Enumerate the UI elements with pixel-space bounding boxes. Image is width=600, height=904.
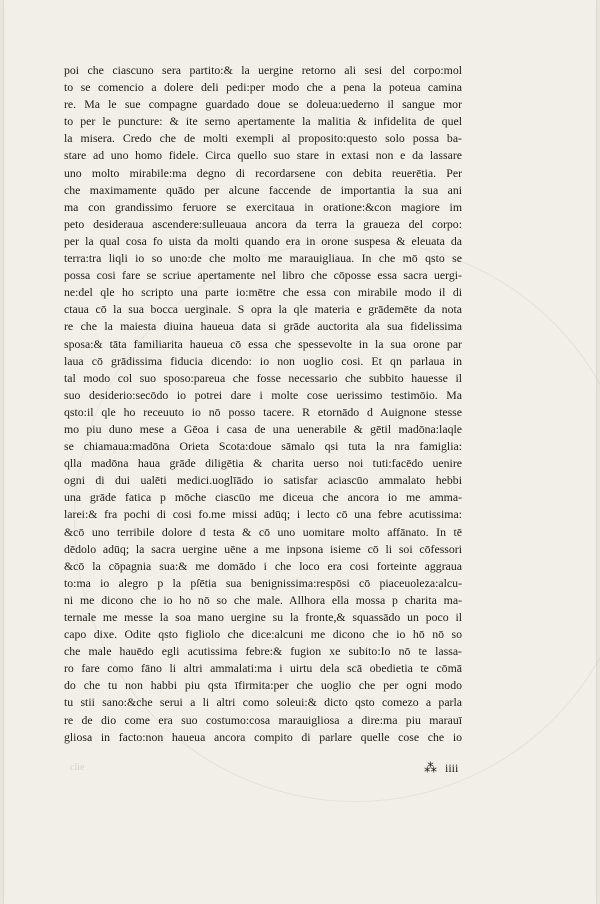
text-line: do che tu non habbi piu qsta īfirmita:per che uoglio che per ogni modo (64, 678, 462, 693)
text-line: larei:& fra pochi di cosi fo.me missi adūq; i lecto cō una febre acutissima: (64, 507, 462, 522)
show-through-text: clie (70, 762, 85, 773)
signature-number: iiii (445, 761, 459, 775)
text-line: tu stii sano:&che serui a li altri como soleui:& dicto qsto comezo a parla (64, 695, 462, 710)
text-line: ctaua cō la sua bocca uerginale. S opra la qle materia e grādemēte da nota (64, 302, 462, 317)
text-line: to se comencio a dolere deli pedi:per modo che a pena la poteua camina (64, 80, 462, 95)
text-line: &cō uno terribile dolore d testa & cō uno uomitare molto affānato. In tē (64, 524, 462, 539)
text-line: ni me dicono che io ho nō so che male. Allhora ella mossa p charita ma- (64, 592, 462, 607)
text-line: se chiamaua:madōna Orieta Scota:doue sāmalo qsi tuta la nra famiglia: (64, 439, 462, 454)
text-line: la misera. Credo che de molti exempli al proposito:questo solo possa ba- (64, 131, 462, 146)
text-line: poi che ciascuno sera partito:& la uergine retorno ali sesi del corpo:mol (64, 63, 462, 77)
text-line: sposa:& tāta familiarita haueua cō essa che spessevolte in la sua orone par (64, 336, 462, 351)
text-line: laua cō grādissima fiducia dicendo: io non uoglio cosi. Et qn parlaua in (64, 353, 462, 368)
text-line: suo desiderio:secōdo io potrei dare i molte cose uerissimo testimōio. Ma (64, 387, 462, 402)
text-line: tal modo col suo sposo:pareua che fosse necessario che subbito hauesse il (64, 370, 462, 385)
book-page (4, 0, 596, 904)
body-text (64, 62, 462, 746)
text-line: to per le puncture: & ite serno apertamente la malitia & infidelita de quel (64, 114, 462, 129)
text-line: una grāde fatica p mōche ciascūo me diceua che ancora io me amma- (64, 490, 462, 505)
text-line: re de dio come era suo costumo:cosa marauigliosa a dire:ma piu marauī (64, 712, 462, 727)
text-line: dēdolo adūq; la sacra uergine uēne a me inpsona isieme cō li soi cōfessori (64, 541, 462, 556)
text-line: ternale me messe la soa mano uergine su la fronte,& squassādo un poco il (64, 610, 462, 624)
text-line: per la qual cosa fo uista da molti quando era in orone suspesa & eleuata da (64, 233, 462, 248)
text-line: ne:del qle ho scripto una parte io:mētre che essa con mirabile modo il di (64, 285, 462, 300)
text-line: &cō la cōpagnia sua:& me domādo i che loco era cosi forteinte aggraua (64, 558, 462, 573)
text-line: re che la maiesta diuina haueua data si grāde auctorita ala sua fidelissima (64, 319, 462, 334)
signature-mark (424, 760, 458, 776)
text-line: uno molto mirabile:ma degno di recordarsene con debita reuerētia. Per (64, 165, 462, 180)
text-line: che male hauēdo egli acutissima febre:& fugion xe subito:Io nō te lassa- (64, 644, 462, 659)
text-line: che maximamente quādo per alcune faccende de importantia la sua ani (64, 182, 462, 197)
text-line: to:ma io alegro p la pſētia sua benignissima:respōsi cō piaceuoleza:alcu- (64, 575, 462, 590)
text-line: terra:tra liqli io so uno:de che molto me marauigliaua. In che mō qsto se (64, 251, 462, 266)
text-line: ma con grandissimo feruore se exercitaua in oratione:&con magiore im (64, 199, 462, 214)
text-line: peto desideraua ascendere:sulleuaua ancora da terra la graueza del corpo: (64, 216, 462, 231)
text-line: possa cosi fare se scriue apertamente nel libro che cōposse essa sacra uergi- (64, 268, 462, 283)
text-line: qsto:il qle ho receuuto io nō posso tacere. R etornādo d Auignone stesse (64, 404, 462, 419)
text-line: ogni di dui ualēti medici.uoglīādo io satisfar aciascūo ammalato hebbi (64, 473, 462, 488)
text-line: stare ad uno homo fidele. Circa quello suo stare in extasi non e da lassare (64, 148, 462, 163)
text-line: gliosa in facto:non haueua ancora compito di parlare quelle cose che io (64, 729, 462, 744)
text-line: ro fare como fāno li altri ammalati:ma i uirtu dela scā obedietia te cōmā (64, 661, 462, 676)
text-line: mo piu duno mese a Gēoa i casa de una uenerabile & gētil madōna:laqle (64, 421, 462, 436)
asterism-icon: ⁂ (424, 760, 437, 775)
text-line: re. Ma le sue compagne guardado doue se doleua:uederno il sangue mor (64, 97, 462, 112)
text-line: qlla madōna haua grāde diligētia & charita uerso noi tuti:facēdo uenire (64, 456, 462, 471)
text-line: capo dixe. Odite qsto figliolo che dice:alcuni me dicono che io hō nō so (64, 627, 462, 642)
